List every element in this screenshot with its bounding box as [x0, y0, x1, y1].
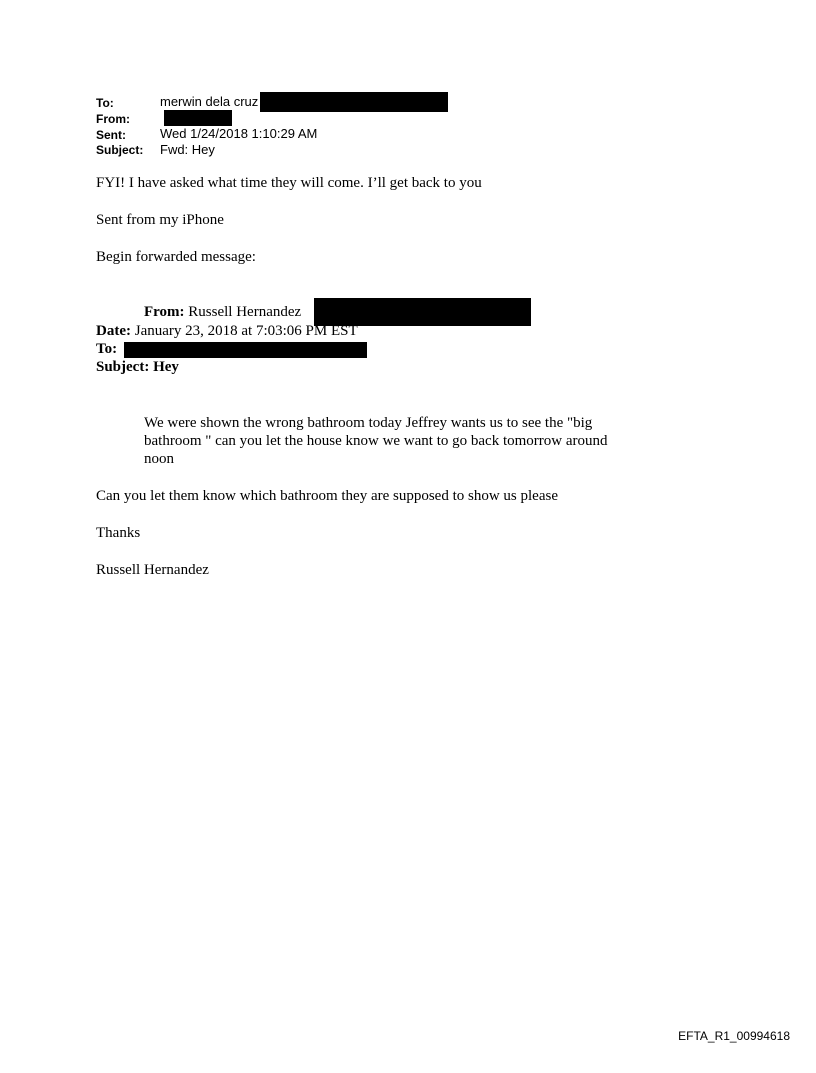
forwarded-from-value: Russell Hernandez [188, 304, 302, 320]
quote-line: We were shown the wrong bathroom today Jeffrey wants us to see the "big [144, 415, 593, 431]
body-line: FYI! I have asked what time they will come. I’ll get back to you [96, 175, 482, 191]
header-sent-label: Sent: [96, 128, 126, 142]
body-line: Can you let them know which bathroom they are supposed to show us please [96, 488, 558, 504]
forwarded-from-label: From: [144, 304, 185, 320]
forwarded-subject-label: Subject: [96, 359, 150, 375]
body-line: Thanks [96, 525, 141, 541]
signature: Russell Hernandez [96, 562, 209, 578]
body-line: Begin forwarded message: [96, 249, 256, 265]
quote-line: noon [144, 451, 174, 467]
header-subject-label: Subject: [96, 143, 144, 157]
redaction-box [124, 342, 367, 358]
forwarded-date-label: Date: [96, 323, 131, 339]
quote-line: bathroom " can you let the house know we want to go back tomorrow around [144, 433, 608, 449]
forwarded-subject [96, 358, 179, 376]
redaction-box [164, 110, 232, 126]
header-from-label: From: [96, 112, 130, 126]
document-id: EFTA_R1_00994618 [678, 1029, 790, 1043]
forwarded-to [96, 340, 117, 358]
header-subject-value: Fwd: Hey [160, 142, 215, 157]
header-to-label: To: [96, 96, 114, 110]
forwarded-from [144, 303, 301, 321]
body-line: Sent from my iPhone [96, 212, 224, 228]
forwarded-date-value: January 23, 2018 at 7:03:06 PM EST [134, 323, 358, 339]
redaction-box [260, 92, 448, 112]
header-sent-value: Wed 1/24/2018 1:10:29 AM [160, 126, 318, 141]
header-to-value: merwin dela cruz [160, 94, 259, 109]
forwarded-to-label: To: [96, 341, 118, 357]
forwarded-date [96, 322, 358, 340]
forwarded-subject-value: Hey [153, 359, 179, 375]
